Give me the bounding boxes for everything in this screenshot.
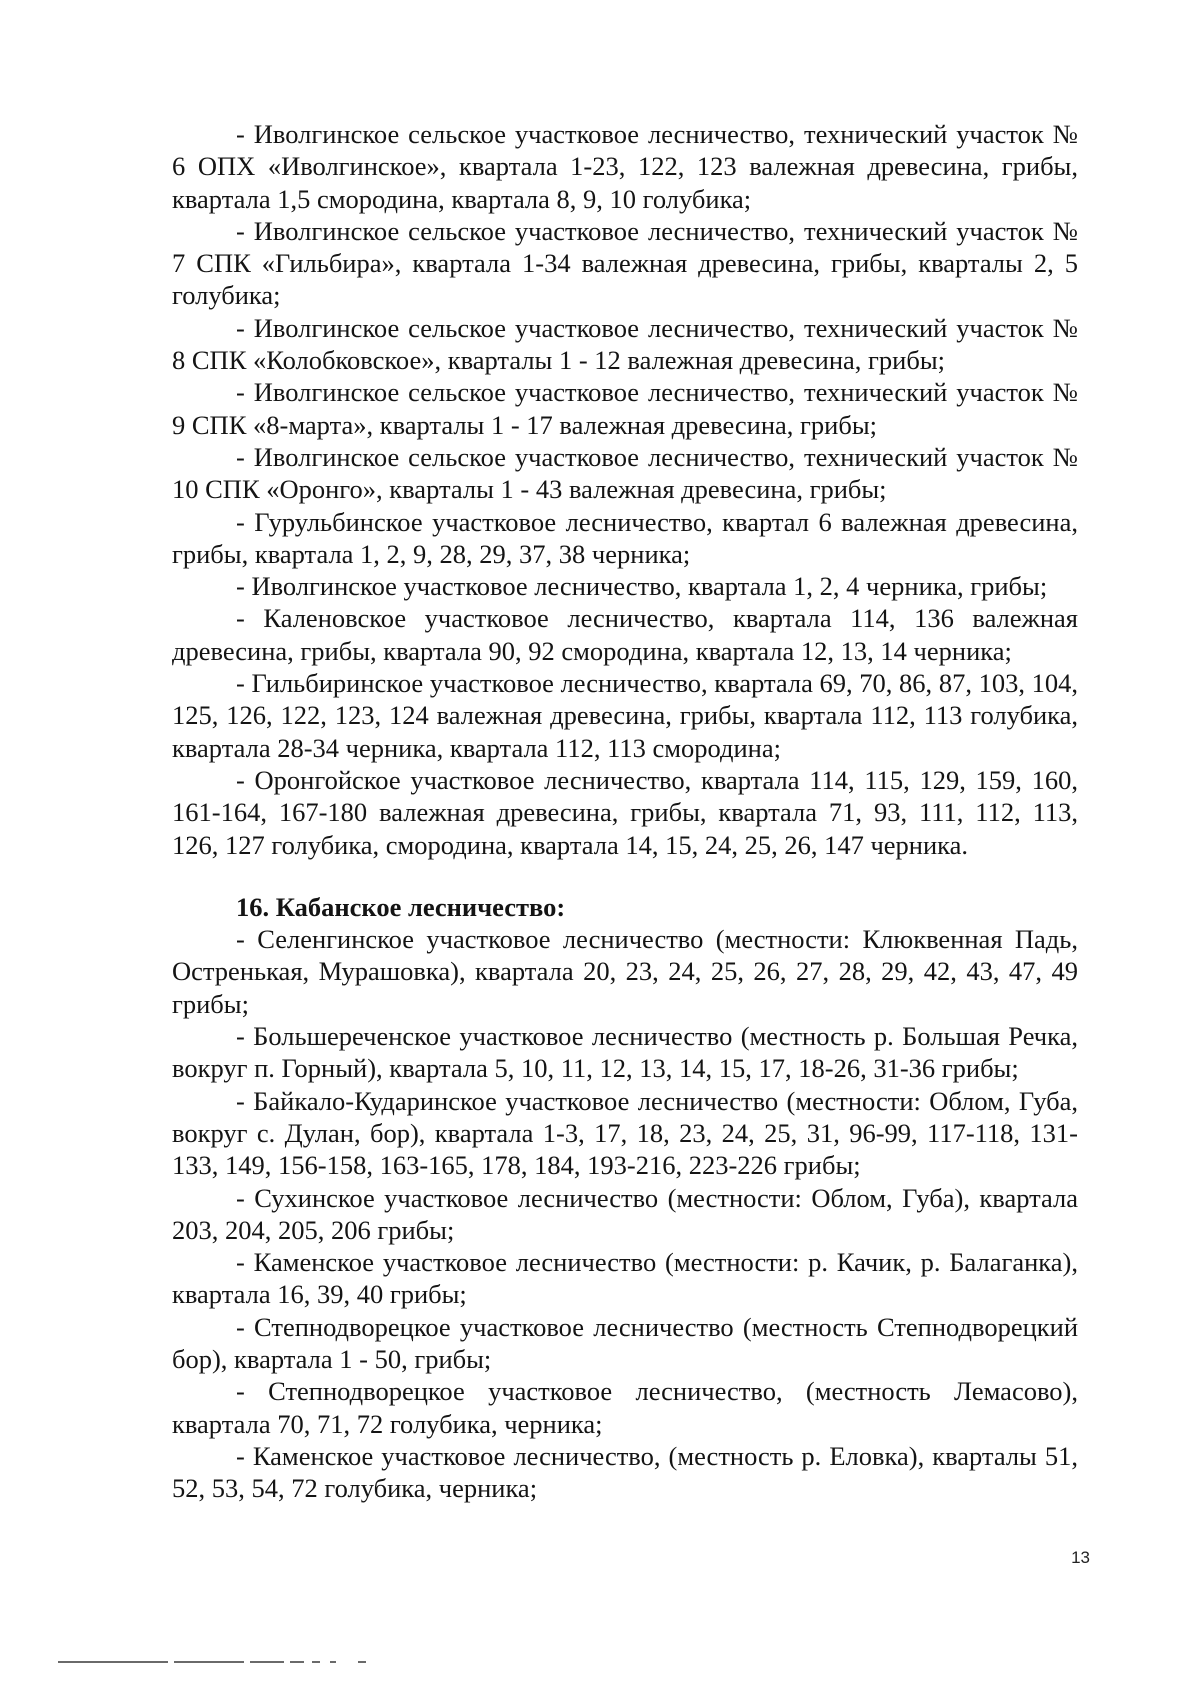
paragraph: - Каменское участковое лесничество (местности: р. Качик, р. Балаганка), квартала 16, 39, 40 грибы; <box>172 1247 1078 1310</box>
paragraph: - Иволгинское сельское участковое лесничество, технический участок № 8 СПК «Колобковское», кварталы 1 - 12 валежная древесина, грибы; <box>172 312 1078 376</box>
scan-artifact-line <box>58 1661 368 1664</box>
paragraph: - Иволгинское сельское участковое лесничество, технический участок № 6 ОПХ «Иволгинское», квартала 1-23, 122, 123 валежная древесина, грибы, квартала 1,5 смородина, квартала 8, 9, 10 голубика; <box>172 119 1078 214</box>
paragraph: - Сухинское участковое лесничество (местности: Облом, Губа), квартала 203, 204, 205, 206 грибы; <box>172 1182 1078 1245</box>
paragraph: - Каленовское участковое лесничество, квартала 114, 136 валежная древесина, грибы, квартала 90, 92 смородина, квартала 12, 13, 14 черника; <box>172 603 1078 666</box>
page-body <box>172 118 1078 1504</box>
paragraph: - Степнодворецкое участковое лесничество, (местность Лемасово), квартала 70, 71, 72 голубика, черника; <box>172 1376 1078 1439</box>
paragraph: - Гильбиринское участковое лесничество, квартала 69, 70, 86, 87, 103, 104, 125, 126, 122, 123, 124 валежная древесина, грибы, квартала 112, 113 голубика, квартала 28-34 черника, квартала 112, 113 смородина; <box>172 668 1078 763</box>
paragraph: - Иволгинское участковое лесничество, квартала 1, 2, 4 черника, грибы; <box>236 571 1048 602</box>
paragraph: - Байкало-Кударинское участковое лесничество (местности: Облом, Губа, вокруг с. Дулан, бор), квартала 1-3, 17, 18, 23, 24, 25, 31, 96-99, 117-118, 131-133, 149, 156-158, 163-165, 178, 184, 193-216, 223-226 грибы; <box>172 1085 1078 1181</box>
paragraph: - Гурульбинское участковое лесничество, квартал 6 валежная древесина, грибы, квартала 1, 2, 9, 28, 29, 37, 38 черника; <box>172 506 1078 569</box>
paragraph: - Оронгойское участковое лесничество, квартала 114, 115, 129, 159, 160, 161-164, 167-180 валежная древесина, грибы, квартала 71, 93, 111, 112, 113, 126, 127 голубика, смородина, квартала 14, 15, 24, 25, 26, 147 черника. <box>172 764 1078 860</box>
paragraph: - Иволгинское сельское участковое лесничество, технический участок № 10 СПК «Оронго», кварталы 1 - 43 валежная древесина, грибы; <box>172 441 1078 505</box>
paragraph: - Иволгинское сельское участковое лесничество, технический участок № 7 СПК «Гильбира», квартала 1-34 валежная древесина, грибы, кварталы 2, 5 голубика; <box>172 215 1078 311</box>
paragraph: - Каменское участковое лесничество, (местность р. Еловка), кварталы 51, 52, 53, 54, 72 голубика, черника; <box>172 1440 1078 1504</box>
paragraph: - Степнодворецкое участковое лесничество (местность Степнодворецкий бор), квартала 1 - 50, грибы; <box>172 1311 1078 1374</box>
paragraph: - Селенгинское участковое лесничество (местности: Клюквенная Падь, Остренькая, Мурашовка), квартала 20, 23, 24, 25, 26, 27, 28, 29, 42, 43, 47, 49 грибы; <box>172 924 1078 1019</box>
section-heading: 16. Кабанское лесничество: <box>236 891 566 922</box>
paragraph: - Большереченское участковое лесничество (местность р. Большая Речка, вокруг п. Горный), квартала 5, 10, 11, 12, 13, 14, 15, 17, 18-26, 31-36 грибы; <box>172 1021 1078 1084</box>
page-number: 13 <box>1071 1548 1090 1567</box>
paragraph: - Иволгинское сельское участковое лесничество, технический участок № 9 СПК «8-марта», кварталы 1 - 17 валежная древесина, грибы; <box>172 377 1078 440</box>
